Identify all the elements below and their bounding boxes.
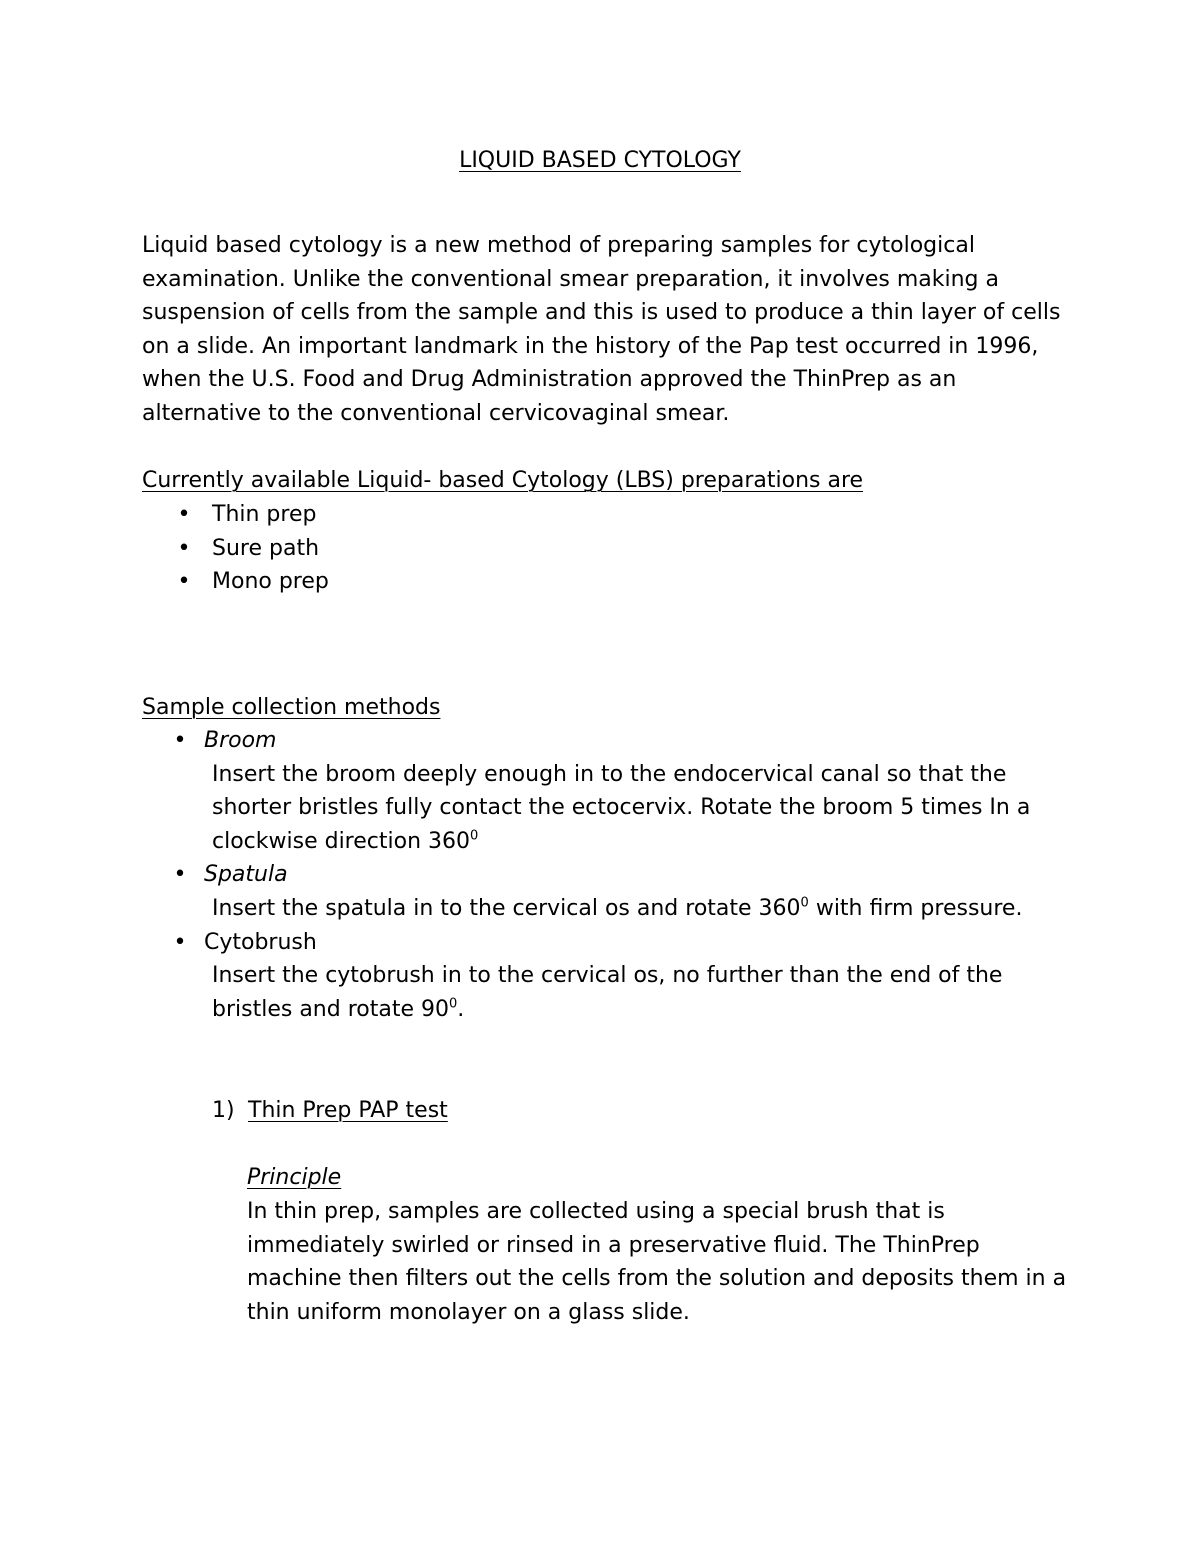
intro-paragraph: Liquid based cytology is a new method of preparing samples for cytological examination. Unlike the conventional smear preparation, it involves making a suspension of cells from the sample and this is used to produce a thin layer of cells on a slide. An important landmark in the history of the Pap test occurred in 1996, when the U.S. Food and Drug Administration approved the ThinPrep as an alternative to the conventional cervicovaginal smear. bbox=[142, 233, 1061, 426]
method-description-text: Insert the cytobrush in to the cervical os, no further than the end of the bristles and rotate 90 bbox=[212, 963, 1003, 1022]
method-description bbox=[204, 892, 1052, 926]
method-description-tail: . bbox=[457, 996, 465, 1022]
method-name: Cytobrush bbox=[204, 929, 317, 955]
degree-superscript: 0 bbox=[470, 828, 479, 844]
bullet-icon: • bbox=[177, 569, 191, 595]
section-1-heading bbox=[212, 1094, 448, 1128]
principle-paragraph: In thin prep, samples are collected using a special brush that is immediately swirled or rinsed in a preservative fluid. The ThinPrep machine then filters out the cells from the solution and deposits them in a thin uniform monolayer on a glass slide. bbox=[247, 1199, 1067, 1325]
document-title: LIQUID BASED CYTOLOGY bbox=[459, 148, 741, 173]
degree-superscript: 0 bbox=[448, 996, 458, 1012]
method-description bbox=[204, 758, 1052, 859]
list-item bbox=[142, 565, 329, 599]
method-name: Broom bbox=[204, 728, 277, 753]
principle-heading: Principle bbox=[247, 1165, 342, 1190]
method-description-text: Insert the spatula in to the cervical os and rotate 360 bbox=[212, 895, 801, 921]
method-description-tail: with firm pressure. bbox=[808, 895, 1023, 921]
bullet-icon: • bbox=[173, 862, 187, 888]
list-item bbox=[142, 858, 1102, 925]
preparation-label: Mono prep bbox=[212, 569, 329, 595]
bullet-icon: • bbox=[177, 535, 191, 561]
method-description-text: Insert the broom deeply enough in to the endocervical canal so that the shorter bristles fully contact the ectocervix. Rotate the broom 5 times In a clockwise direction 360 bbox=[212, 761, 1031, 854]
bullet-icon: • bbox=[173, 728, 187, 753]
degree-superscript: 0 bbox=[800, 895, 809, 911]
preparations-heading: Currently available Liquid- based Cytology (LBS) preparations are bbox=[142, 468, 864, 493]
section-number: 1) bbox=[212, 1098, 235, 1123]
preparation-label: Sure path bbox=[212, 535, 320, 561]
preparations-list bbox=[142, 498, 329, 599]
preparation-label: Thin prep bbox=[212, 502, 317, 527]
bullet-icon: • bbox=[177, 502, 191, 527]
list-item bbox=[142, 926, 1102, 1027]
method-name: Spatula bbox=[204, 862, 288, 888]
collection-heading: Sample collection methods bbox=[142, 695, 441, 720]
list-item bbox=[142, 724, 1102, 858]
list-item bbox=[142, 532, 329, 566]
method-description bbox=[204, 959, 1052, 1026]
section-title: Thin Prep PAP test bbox=[248, 1098, 448, 1123]
collection-methods-list bbox=[142, 724, 1102, 1026]
list-item bbox=[142, 498, 329, 532]
bullet-icon: • bbox=[173, 929, 187, 955]
